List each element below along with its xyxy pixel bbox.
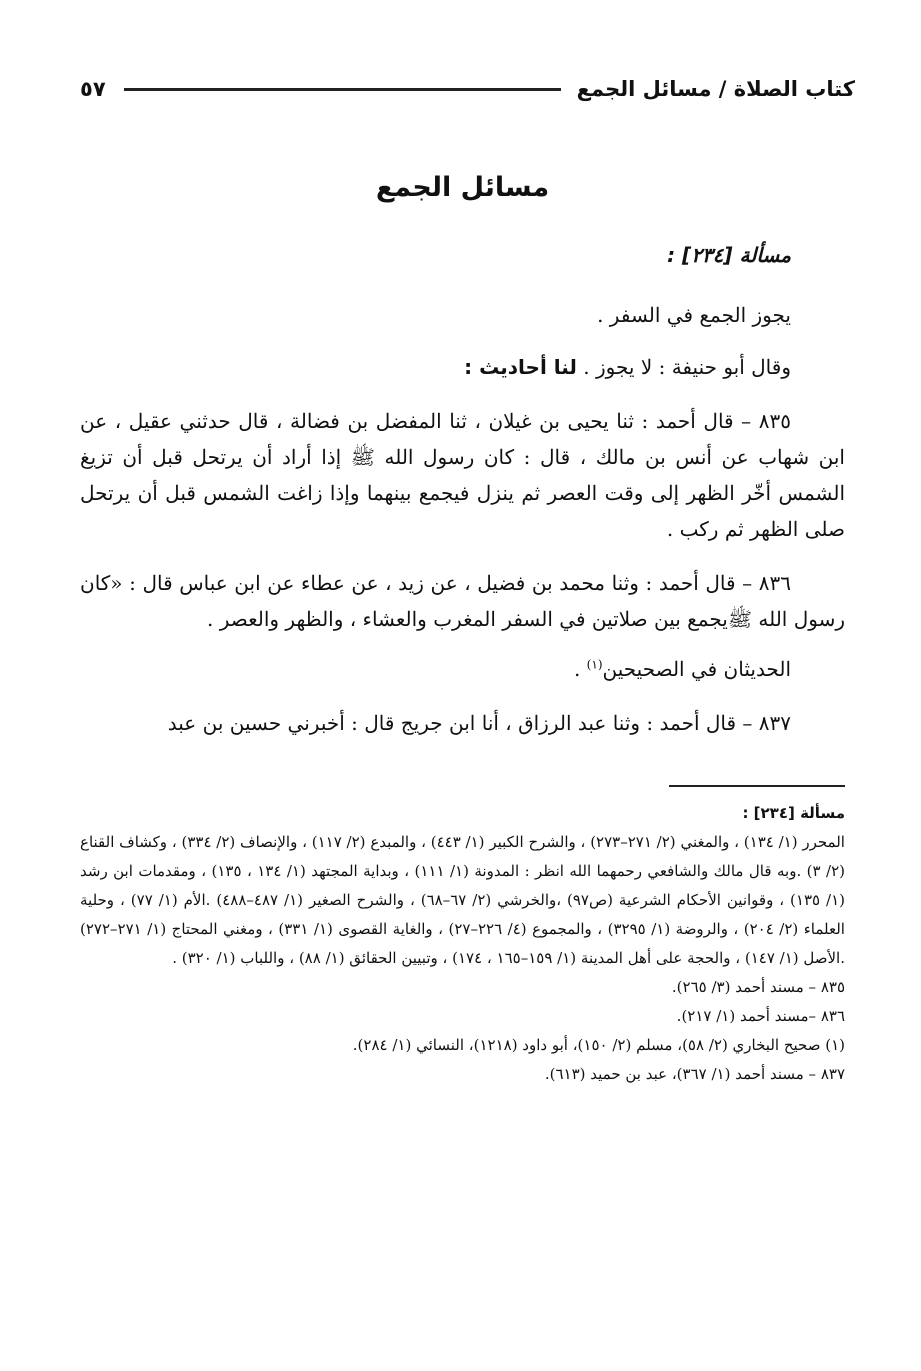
hadith-837-text: ٨٣٧ – قال أحمد : وثنا عبد الرزاق ، أنا ابن جريج قال : أخبرني حسين بن عبد bbox=[167, 711, 791, 735]
hadith-836-text: ٨٣٦ – قال أحمد : وثنا محمد بن فضيل ، عن زيد ، عن عطاء عن ابن عباس قال : «كان رسول الله ﷺيجمع بين صلاتين في السفر المغرب والعشاء ، والظهر والعصر . bbox=[80, 571, 845, 631]
issue-heading: مسألة [٢٣٤] : bbox=[667, 243, 791, 267]
footnote-marker: (١) bbox=[586, 657, 603, 672]
paragraph-permission: يجوز الجمع في السفر . bbox=[597, 303, 791, 327]
hadith-835-text: ٨٣٥ – قال أحمد : ثنا يحيى بن غيلان ، ثنا المفضل بن فضالة ، قال حدثني عقيل ، عن ابن شهاب عن أنس بن مالك ، قال : كان رسول الله ﷺ إذا أراد أن يرتحل قبل أن تزيغ الشمس أخّر الظهر إلى وقت العصر ثم ينزل فيجمع بينهما وإذا زاغت الشمس قبل أن يرتحل صلى الظهر ثم ركب . bbox=[80, 409, 845, 541]
evidence-label: لنا أحاديث : bbox=[464, 355, 577, 379]
footnote-sources: المحرر (١/ ١٣٤) ، والمغني (٢/ ٢٧١–٢٧٣) ، والشرح الكبير (١/ ٤٤٣) ، والمبدع (٢/ ١١٧) ، والإنصاف (٢/ ٣٣٤) ، وكشاف القناع (٢/ ٣) .وبه قال مالك والشافعي رحمهما الله انظر : المدونة (١/ ١١١) ، وبداية المجتهد (١/ ١٣٤ ، ١٣٥) ، ومقدمات ابن رشد (١/ ١٣٥) ، وقوانين الأحكام الشرعية (ص٩٧) ،والخرشي (٢/ ٦٧–٦٨) ، والشرح الصغير (١/ ٤٨٧–٤٨٨) .الأم (١/ ٧٧) ، وحلية العلماء (٢/ ٢٠٤) ، والروضة (١/ ٣٢٩٥) ، والمجموع (٤/ ٢٢٦–٢٧) ، والغاية القصوى (١/ ٣٣١) ، ومغني المحتاج (١/ ٢٧١–٢٧٢) .الأصل (١/ ١٤٧) ، والحجة على أهل المدينة (١/ ١٥٩–١٦٥ ، ١٧٤) ، وتبيين الحقائق (١/ ٨٨) ، واللباب (١/ ٣٢٠) . bbox=[80, 833, 846, 967]
hadith-836 bbox=[80, 565, 845, 637]
footnote-1: (١) صحيح البخاري (٢/ ٥٨)، مسلم (٢/ ١٥٠)، أبو داود (١٢١٨)، النسائي (١/ ٢٨٤). bbox=[352, 1036, 845, 1054]
header-rule bbox=[124, 88, 561, 91]
chapter-title: مسائل الجمع bbox=[375, 172, 550, 203]
hadith-837 bbox=[80, 705, 845, 741]
footnote-heading: مسألة [٢٣٤] : bbox=[742, 804, 845, 822]
footnote-rule bbox=[669, 785, 845, 787]
footnotes bbox=[80, 799, 845, 1089]
hadith-836-note-text: الحديثان في الصحيحين bbox=[602, 657, 791, 681]
abu-hanifa-text: وقال أبو حنيفة : لا يجوز . bbox=[576, 355, 791, 379]
hadith-836-note-end: . bbox=[573, 657, 587, 681]
running-header bbox=[80, 74, 855, 104]
footnote-836: ٨٣٦ –مسند أحمد (١/ ٢١٧). bbox=[676, 1007, 845, 1025]
header-title: كتاب الصلاة / مسائل الجمع bbox=[576, 77, 855, 101]
footnote-835: ٨٣٥ – مسند أحمد (٣/ ٢٦٥). bbox=[671, 978, 845, 996]
footnote-837: ٨٣٧ – مسند أحمد (١/ ٣٦٧)، عبد بن حميد (٦١٣). bbox=[544, 1065, 845, 1083]
hadith-835 bbox=[80, 403, 845, 547]
page-number: ٥٧ bbox=[80, 77, 106, 101]
paragraph-abu-hanifa bbox=[80, 349, 791, 385]
hadith-836-note bbox=[80, 651, 791, 687]
